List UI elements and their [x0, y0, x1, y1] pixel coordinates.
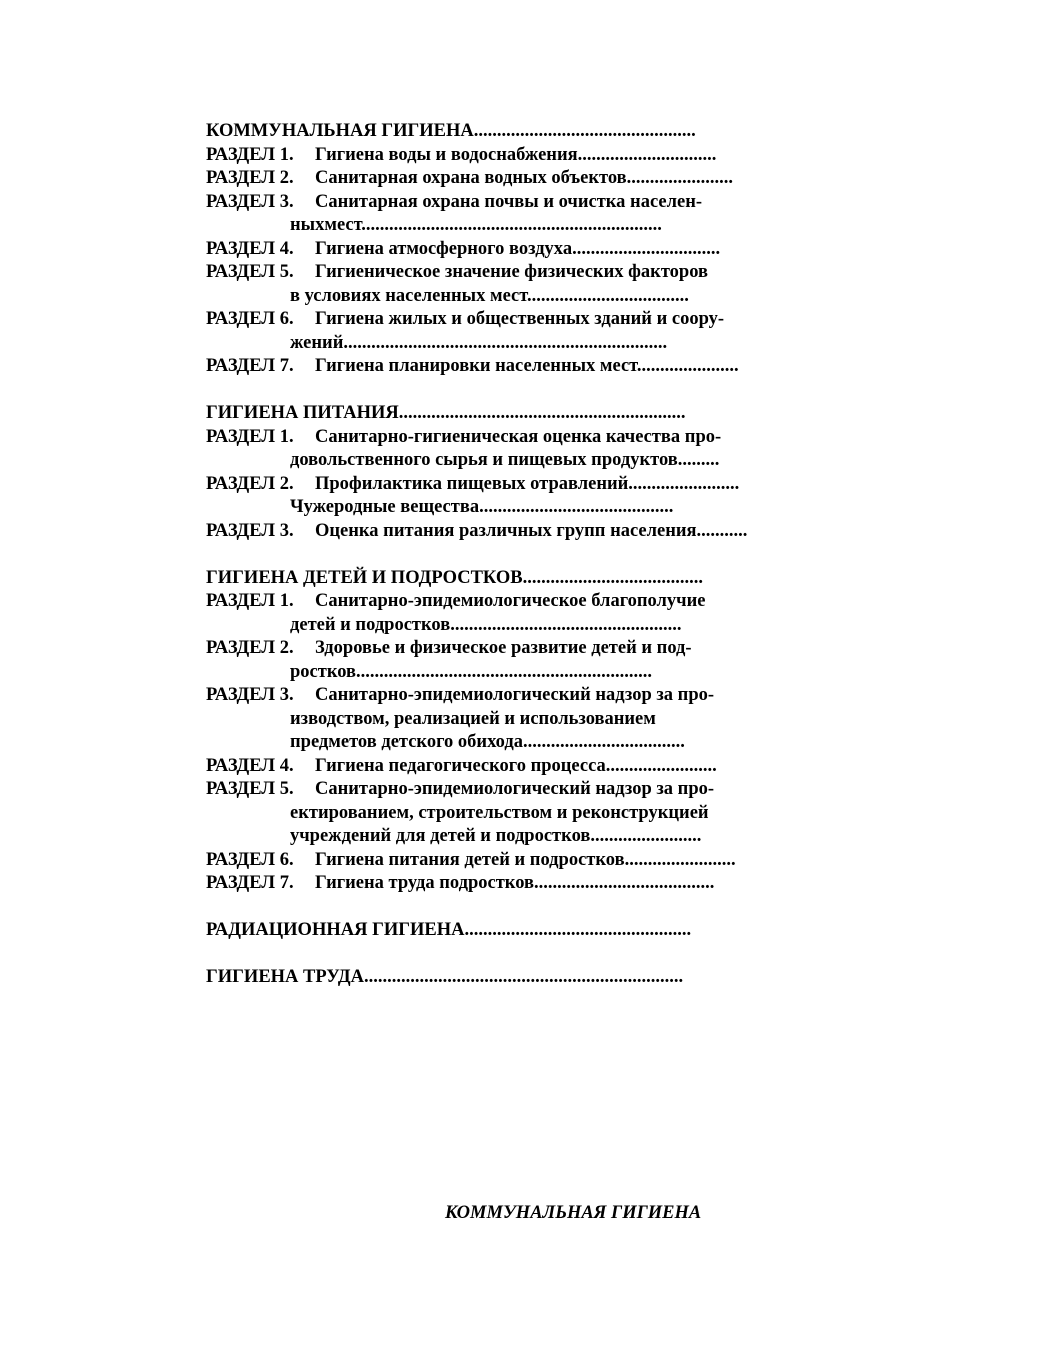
toc-entry-title-line: детей и подростков.................................................. [290, 614, 682, 635]
toc-section-radiation [206, 919, 826, 943]
toc-entry-title-line: Гигиеническое значение физических факторов [315, 262, 708, 282]
toc-entry-title-line: Санитарно-гигиеническая оценка качества про- [315, 426, 722, 447]
toc-section-labor [206, 966, 826, 990]
toc-entry[interactable] [206, 144, 826, 168]
toc-entry-number: РАЗДЕЛ 6. [206, 309, 294, 329]
toc-entry[interactable] [206, 684, 826, 755]
toc-entry-number: РАЗДЕЛ 7. [206, 873, 294, 893]
toc-entry-number: РАЗДЕЛ 7. [206, 356, 294, 376]
toc-entry-title-line: учреждений для детей и подростков........................ [290, 826, 702, 846]
toc-entry-number: РАЗДЕЛ 3. [206, 520, 294, 541]
toc-entry-title-line: предметов детского обихода................................... [290, 732, 685, 752]
toc-entry[interactable] [206, 637, 826, 684]
toc-entry[interactable] [206, 778, 826, 849]
toc-entry-number: РАЗДЕЛ 2. [206, 473, 294, 494]
toc-heading-communal[interactable]: КОММУНАЛЬНАЯ ГИГИЕНА................................................ [206, 121, 696, 141]
toc-entry-title-line: изводством, реализацией и использованием [290, 708, 656, 729]
toc-section-nutrition [206, 402, 826, 543]
toc-entry-number: РАЗДЕЛ 5. [206, 779, 294, 799]
toc-entry-number: РАЗДЕЛ 1. [206, 591, 294, 611]
toc-entry-number: РАЗДЕЛ 4. [206, 238, 294, 259]
toc-entry[interactable] [206, 590, 826, 637]
toc-entry-title-line: Гигиена питания детей и подростков........................ [315, 849, 736, 870]
toc-rows-nutrition [206, 426, 826, 544]
toc-entry-title-line: Гигиена жилых и общественных зданий и соору- [315, 309, 725, 329]
toc-entry-title-line: Оценка питания различных групп населения........... [315, 520, 748, 541]
toc-heading-radiation[interactable]: РАДИАЦИОННАЯ ГИГИЕНА................................................. [206, 920, 692, 940]
toc-entry[interactable] [206, 520, 826, 544]
toc-entry-number: РАЗДЕЛ 1. [206, 426, 294, 447]
toc-section-children [206, 567, 826, 896]
toc-entry-title-line: ектированием, строительством и реконструкцией [290, 802, 709, 823]
toc-entry-title-line: в условиях населенных мест................................... [290, 285, 689, 306]
toc-entry-title-line: Гигиена труда подростков....................................... [315, 873, 715, 893]
toc-entry[interactable] [206, 167, 826, 191]
toc-entry-title-line: ростков................................................................ [290, 661, 653, 682]
toc-entry-number: РАЗДЕЛ 1. [206, 144, 294, 165]
toc-entry-number: РАЗДЕЛ 4. [206, 755, 294, 776]
toc-entry-title-line: Гигиена педагогического процесса........................ [315, 755, 717, 776]
toc-entry-title-line: Гигиена воды и водоснабжения.............................. [315, 144, 717, 165]
toc-entry-title-line: довольственного сырья и пищевых продуктов......... [290, 450, 720, 470]
toc-entry-number: РАЗДЕЛ 3. [206, 685, 294, 705]
toc-entry[interactable] [206, 473, 826, 520]
toc-entry-title-line: Санитарная охрана почвы и очистка населен- [315, 191, 703, 212]
toc-entry-number: РАЗДЕЛ 5. [206, 262, 294, 282]
table-of-contents [206, 120, 826, 990]
toc-entry-title-line: Чужеродные вещества.......................................... [290, 497, 674, 517]
toc-heading-nutrition[interactable]: ГИГИЕНА ПИТАНИЯ.............................................................. [206, 403, 686, 423]
toc-entry-title-line: Санитарно-эпидемиологическое благополучие [315, 591, 706, 611]
toc-entry-title-line: жений...................................................................... [290, 332, 668, 353]
toc-section-communal [206, 120, 826, 379]
toc-entry-title-line: Здоровье и физическое развитие детей и под- [315, 638, 692, 658]
toc-entry-number: РАЗДЕЛ 2. [206, 638, 294, 658]
toc-heading-labor[interactable]: ГИГИЕНА ТРУДА..................................................................... [206, 967, 684, 987]
toc-entry-title-line: Гигиена атмосферного воздуха................................ [315, 238, 721, 259]
toc-entry[interactable] [206, 755, 826, 779]
toc-entry-number: РАЗДЕЛ 6. [206, 849, 294, 870]
toc-entry[interactable] [206, 872, 826, 896]
toc-entry[interactable] [206, 308, 826, 355]
toc-entry-number: РАЗДЕЛ 2. [206, 168, 294, 188]
toc-entry-number: РАЗДЕЛ 3. [206, 191, 294, 212]
toc-entry-title-line: Санитарно-эпидемиологический надзор за про- [315, 779, 715, 799]
chapter-title: КОММУНАЛЬНАЯ ГИГИЕНА [445, 1203, 702, 1223]
toc-heading-children[interactable]: ГИГИЕНА ДЕТЕЙ И ПОДРОСТКОВ....................................... [206, 567, 703, 588]
toc-rows-communal [206, 144, 826, 379]
toc-entry[interactable] [206, 849, 826, 873]
toc-entry[interactable] [206, 261, 826, 308]
toc-entry-title-line: Гигиена планировки населенных мест...................... [315, 356, 739, 376]
toc-entry[interactable] [206, 355, 826, 379]
toc-rows-children [206, 590, 826, 896]
toc-entry[interactable] [206, 238, 826, 262]
toc-entry-title-line: Санитарно-эпидемиологический надзор за про- [315, 685, 715, 705]
toc-entry-title-line: Санитарная охрана водных объектов....................... [315, 168, 734, 188]
toc-entry[interactable] [206, 426, 826, 473]
toc-entry-title-line: ныхмест................................................................. [290, 215, 662, 235]
toc-entry-title-line: Профилактика пищевых отравлений........................ [315, 473, 740, 494]
toc-entry[interactable] [206, 191, 826, 238]
